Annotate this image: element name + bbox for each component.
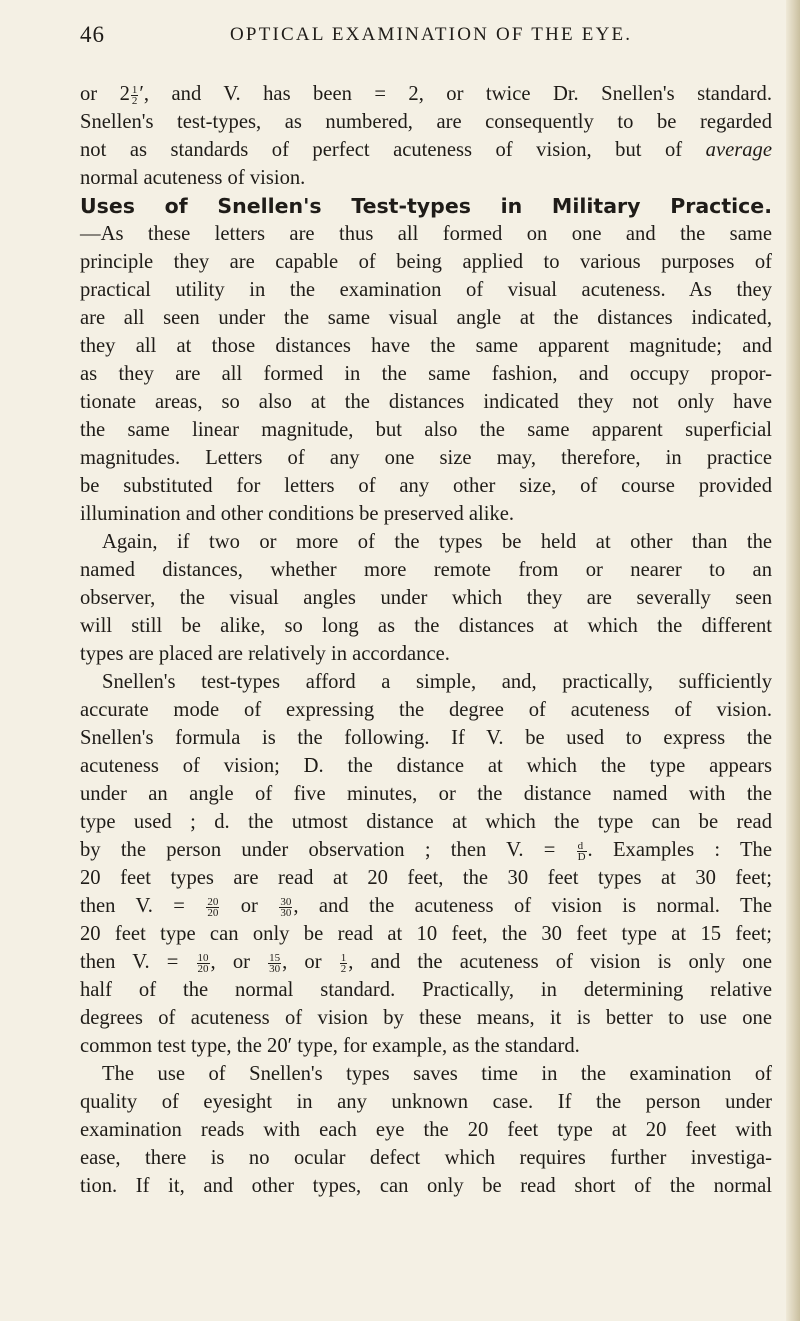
- text-line: named distances, whether more remote from or nearer to an: [80, 559, 772, 581]
- text-line: observer, the visual angles under which they are severally seen: [80, 587, 772, 609]
- text-line: by the person under observation ; then V. = $\frac{d}{D}$ . Examples : The: [80, 839, 772, 863]
- text-line: under an angle of five minutes, or the distance named with the: [80, 783, 772, 805]
- text-line: the same linear magnitude, but also the same apparent superficial: [80, 419, 772, 441]
- text-line: type used ; d. the utmost distance at which the type can be read: [80, 811, 772, 833]
- text-line: common test type, the 20′ type, for example, as the standard.: [80, 1035, 580, 1057]
- fraction: $\frac{15}{30}$: [269, 951, 281, 975]
- text-line: principle they are capable of being applied to various purposes of: [80, 251, 772, 273]
- fraction: $\frac{30}{30}$: [280, 895, 292, 919]
- text-line: 20 feet type can only be read at 10 feet, the 30 feet type at 15 feet;: [80, 923, 772, 945]
- text-line: or 2 $\frac{1}{2}$ ′, and V. has been = 2, or twice Dr. Snellen's standard.: [80, 83, 772, 107]
- text-line: examination reads with each eye the 20 feet type at 20 feet with: [80, 1119, 772, 1141]
- text-line: quality of eyesight in any unknown case. If the person under: [80, 1091, 772, 1113]
- text-line: magnitudes. Letters of any one size may, therefore, in practice: [80, 447, 772, 469]
- text-line: then V. = $\frac{10}{20}$ , or $\frac{15}{30}$ , or $\frac{1}{2}$ , and the acuteness of vision is only one: [80, 951, 772, 975]
- text-line: degrees of acuteness of vision by these means, it is better to use one: [80, 1007, 772, 1029]
- text-line: ease, there is no ocular defect which requires further investiga-: [80, 1147, 772, 1169]
- text-line: illumination and other conditions be preserved alike.: [80, 503, 515, 525]
- text-line: are all seen under the same visual angle at the distances indicated,: [80, 307, 772, 329]
- section-heading: Uses of Snellen's Test-types in Military Practice.: [80, 194, 772, 218]
- text-line: they all at those distances have the same apparent magnitude; and: [80, 335, 772, 357]
- text-line: be substituted for letters of any other size, of course provided: [80, 475, 772, 497]
- text-line: not as standards of perfect acuteness of vision, but of average: [80, 139, 772, 161]
- text-line: tionate areas, so also at the distances indicated they not only have: [80, 391, 772, 413]
- body-text: [80, 80, 772, 1200]
- text-line: half of the normal standard. Practically, in determining relative: [80, 979, 772, 1001]
- text-line: Snellen's formula is the following. If V. be used to express the: [80, 727, 772, 749]
- text-line: types are placed are relatively in accordance.: [80, 643, 450, 665]
- text-line: will still be alike, so long as the distances at which the different: [80, 615, 772, 637]
- fraction: $\frac{20}{20}$: [207, 895, 219, 919]
- fraction: $\frac{d}{D}$: [577, 839, 586, 863]
- text-line: 20 feet types are read at 20 feet, the 30 feet types at 30 feet;: [80, 867, 772, 889]
- text-line: Snellen's test-types afford a simple, and, practically, sufficiently: [102, 671, 772, 693]
- text-line: normal acuteness of vision.: [80, 167, 306, 189]
- text-line: as they are all formed in the same fashion, and occupy propor-: [80, 363, 772, 385]
- text-line: then V. = $\frac{20}{20}$ or $\frac{30}{30}$ , and the acuteness of vision is normal. The: [80, 895, 773, 919]
- text-line: Snellen's test-types, as numbered, are consequently to be regarded: [80, 111, 772, 133]
- text-line: acuteness of vision; D. the distance at which the type appears: [80, 755, 772, 777]
- page-edge: [786, 0, 800, 1321]
- header-title: OPTICAL EXAMINATION OF THE EYE.: [230, 24, 633, 45]
- text-line: The use of Snellen's types saves time in the examination of: [102, 1063, 772, 1085]
- text-line: practical utility in the examination of visual acuteness. As they: [80, 279, 772, 301]
- fraction: $\frac{10}{20}$: [197, 951, 209, 975]
- running-head: [80, 22, 780, 52]
- fraction: $\frac{1}{2}$: [340, 951, 347, 975]
- text-line: tion. If it, and other types, can only be read short of the normal: [80, 1175, 772, 1197]
- text-line: Again, if two or more of the types be held at other than the: [102, 531, 772, 553]
- text-line: accurate mode of expressing the degree of acuteness of vision.: [80, 699, 772, 721]
- fraction: $\frac{1}{2}$: [131, 83, 138, 107]
- page-number: 46: [80, 22, 105, 47]
- text-line: —As these letters are thus all formed on one and the same: [80, 223, 772, 245]
- italic-average: average: [705, 139, 772, 161]
